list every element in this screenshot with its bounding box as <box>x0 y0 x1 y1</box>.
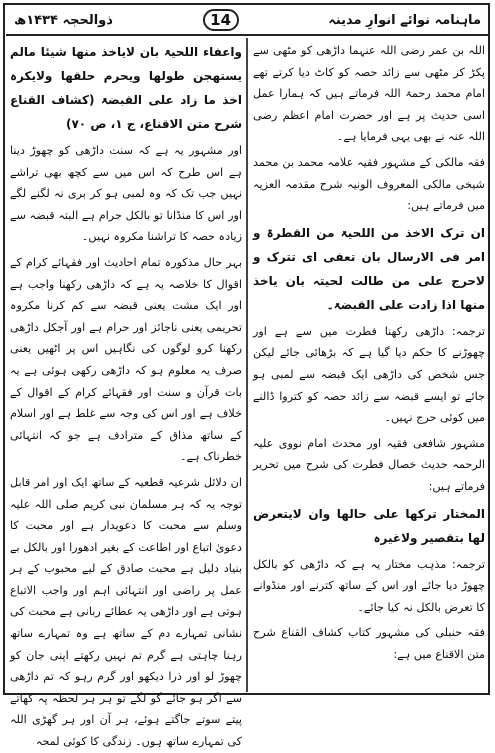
paragraph: مشہور شافعی فقیہ اور محدث امام نووی علیہ الرحمہ حدیث خصال فطرت کی شرح میں تحریر فرماتے ہیں: <box>253 436 485 493</box>
translation-paragraph: ترجمہ: داڑھی رکھنا فطرت میں سے ہے اور چھوڑنے کا حکم دیا گیا ہے کہ بڑھائی جائے لیکن جس شخص کی داڑھی ایک قبضہ سے لمبی ہو جائے تو ایسے قبضہ سے زائد حصہ کو کتروا ڈالنے میں کوئی حرج نہیں۔ <box>253 324 485 425</box>
page-number-badge: 14 <box>203 9 239 31</box>
paragraph: اور مشہور یہ ہے کہ سنت داڑھی کو چھوڑ دینا ہے اس طرح کہ اس میں سے کچھ بھی تراشے نہیں جب تک کہ وہ لمبی ہو کر بری نہ لگنے لگے اور اس کا منڈانا تو بالکل حرام ہے البتہ قبضہ سے زیادہ حصہ کا تراشنا مکروہ نہیں۔ <box>10 144 242 244</box>
arabic-quote: المختار ترکھا علی حالھا وان لایتعرض لھا بتقصیر ولاغیرہ <box>253 506 485 545</box>
issue-date: ذوالحجہ ۱۴۳۴ھ <box>14 12 113 28</box>
right-column <box>253 40 485 690</box>
magazine-title: ماہنامہ نوائے انوارِ مدینہ <box>328 12 481 28</box>
paragraph: فقہ مالکی کے مشہور فقیہ علامہ محمد بن محمد شیخی مالکی المعروف الونیہ شرح مقدمہ العزیہ میں فرماتے ہیں: <box>253 155 485 213</box>
left-column <box>10 40 242 749</box>
arabic-quote: واعفاء اللحیۃ بان لایاخذ منھا شیئا مالم یستھجن طولھا ویحرم حلقھا ولایکرہ اخذ ما زاد علی القبضۃ (کشاف القناع شرح متن الاقناع، ج ۱، ص ۷۰) <box>10 45 242 131</box>
column-divider <box>246 38 248 692</box>
arabic-quote: ان ترک الاخذ من اللحیۃ من القطرۃ و امر فی الارسال بان تعفی ای تترک و لاحرج علی من طالت لحیتہ بان یاخذ منھا اذا زادت علی القبضۃ۔ <box>253 225 485 312</box>
paragraph: فقہ حنبلی کی مشہور کتاب کشاف القناع شرح متن الاقناع میں ہے: <box>253 626 485 661</box>
paragraph: بہر حال مذکورہ تمام احادیث اور فقہائے کرام کے اقوال کا خلاصہ یہ ہے کہ داڑھی رکھنا واجب ہے اور ایک مشت یعنی قبضہ سے کم کرنا مکروہ تحریمی یعنی ناجائز اور حرام ہے اور آجکل داڑھی رکھنا کرو لوگوں کی نگاہیں اس پر اٹھیں یعنی صرف یہ معلوم ہو کہ داڑھی رکھی ہوئی ہے یہ بات قرآن و سنت اور فقہائے کرام کے اقوال کے خلاف ہے اور اس کی وجہ سے غلط ہے اور اسلام کے ساتھ مذاق کے مترادف ہے جو کہ انتہائی خطرناک ہے۔ <box>10 255 242 464</box>
paragraph: ان دلائل شرعیہ قطعیہ کے ساتھ ایک اور امر قابل توجہ یہ کہ ہر مسلمان نبی کریم صلی اللہ علیہ وسلم سے محبت کا دعویدار ہے اور محبت کا دعویٰ اتباع اور اطاعت کے بغیر ادھورا اور بالکل بے بنیاد دلیل ہے محبت صادق کے لیے محبوب کے ہر عمل پر راضی اور انتہائی اہم اور واجب الاتباع ہوتی ہے اور داڑھی یہ عطائے ربانی ہے محبت کی نشانی تمہارے دم کے ساتھ ہے وہ تمہارے ساتھ رہنا چاہتی ہے گرم تم نہیں رکھتے اپنی جان کو چھوڑ لو اور ذرا دیکھو اور گرم رہو کہ تم داڑھی سے اگر ہو جائے گو لگے تو ہر ہر لحظہ پہ کھاتے پیتے سوتے جاگتے ہوئے، ہر آن اور ہر گھڑی اللہ کی تمہارے ساتھ ہوں۔ زندگی کا کوئی لمحہ <box>10 475 242 749</box>
translation-paragraph: ترجمہ: مذہب مختار یہ ہے کہ داڑھی کو بالکل چھوڑ دیا جائے اور اس کے ساتھ کترنے اور منڈوانے کا تعرض بالکل نہ کیا جائے۔ <box>253 557 485 614</box>
paragraph: اللہ بن عمر رضی اللہ عنہما داڑھی کو مٹھی سے پکڑ کر مٹھی سے زائد حصہ کو کاٹ دیا کرتے تھے امام محمد رحمۃ اللہ فرماتے ہیں کہ ہمارا عمل اسی حدیث پر ہے اور حضرت امام اعظم رضی اللہ عنہ نے بھی یہی فرمایا ہے۔ <box>253 44 485 144</box>
page-header <box>6 6 489 36</box>
